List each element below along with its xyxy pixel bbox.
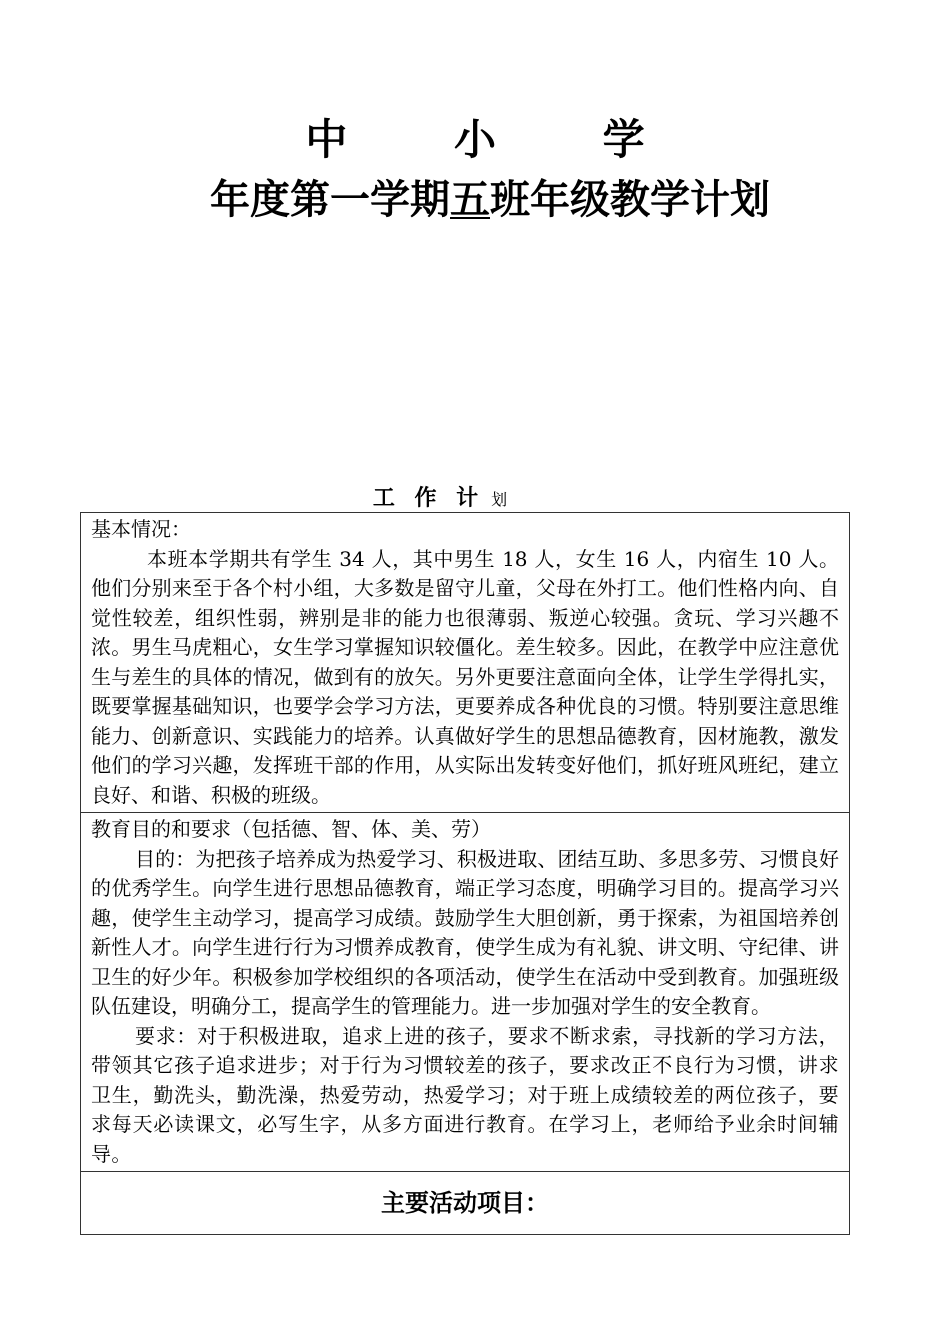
- education-requirements-text: 要求：对于积极进取，追求上进的孩子，要求不断求索，寻找新的学习方法，带领其它孩子追求进步；对于行为习惯较差的孩子，要求改正不良行为习惯，讲求卫生，勤洗头，勤洗澡，热爱劳动，热爱学习；对于班上成绩较差的两位孩子，要求每天必读课文，必写生字，从多方面进行教育。在学习上，老师给予业余时间辅导。: [91, 1023, 839, 1166]
- work-plan-title-tail: 划: [491, 490, 508, 509]
- education-goals-row: [81, 813, 850, 1172]
- activities-row: [81, 1172, 850, 1235]
- school-title: 中 小 学: [305, 115, 691, 164]
- plan-title-prefix: 年度第一学期: [210, 177, 450, 223]
- plan-title-suffix: 班年级教学计划: [490, 177, 770, 223]
- plan-title: [0, 172, 950, 228]
- class-number: 五: [450, 177, 490, 223]
- education-goals-text: 目的：为把孩子培养成为热爱学习、积极进取、团结互助、多思多劳、习惯良好的优秀学生。向学生进行思想品德教育，端正学习态度，明确学习目的。提高学习兴趣，使学生主动学习，提高学习成绩。鼓励学生大胆创新，勇于探索，为祖国培养创新性人才。向学生进行行为习惯养成教育，使学生成为有礼貌、讲文明、守纪律、讲卫生的好少年。积极参加学校组织的各项活动，使学生在活动中受到教育。加强班级队伍建设，明确分工，提高学生的管理能力。进一步加强对学生的安全教育。: [91, 846, 839, 1018]
- activities-cell: [81, 1172, 850, 1235]
- work-plan-title: [0, 485, 880, 514]
- activities-heading: 主要活动项目：: [381, 1189, 549, 1217]
- work-plan-title-main: 工 作 计: [372, 486, 485, 511]
- basic-situation-cell: [81, 513, 850, 813]
- work-plan-table: [80, 512, 850, 1235]
- education-goals-cell: [81, 813, 850, 1172]
- basic-situation-text: 本班本学期共有学生 34 人，其中男生 18 人，女生 16 人，内宿生 10 人。他们分别来至于各个村小组，大多数是留守儿童，父母在外打工。他们性格内向、自觉性较差，组织性弱，辨别是非的能力也很薄弱、叛逆心较强。贪玩、学习兴趣不浓。男生马虎粗心，女生学习掌握知识较僵化。差生较多。因此，在教学中应注意优生与差生的具体的情况，做到有的放矢。另外更要注意面向全体，让学生学得扎实，既要掌握基础知识，也要学会学习方法，更要养成各种优良的习惯。特别要注意思维能力、创新意识、实践能力的培养。认真做好学生的思想品德教育，因材施教，激发他们的学习兴趣，发挥班干部的作用，从实际出发转变好他们，抓好班风班纪，建立良好、和谐、积极的班级。: [91, 546, 839, 807]
- basic-situation-row: [81, 513, 850, 813]
- education-goals-heading: 教育目的和要求（包括德、智、体、美、劳）: [91, 817, 491, 841]
- basic-situation-heading: 基本情况：: [91, 517, 191, 541]
